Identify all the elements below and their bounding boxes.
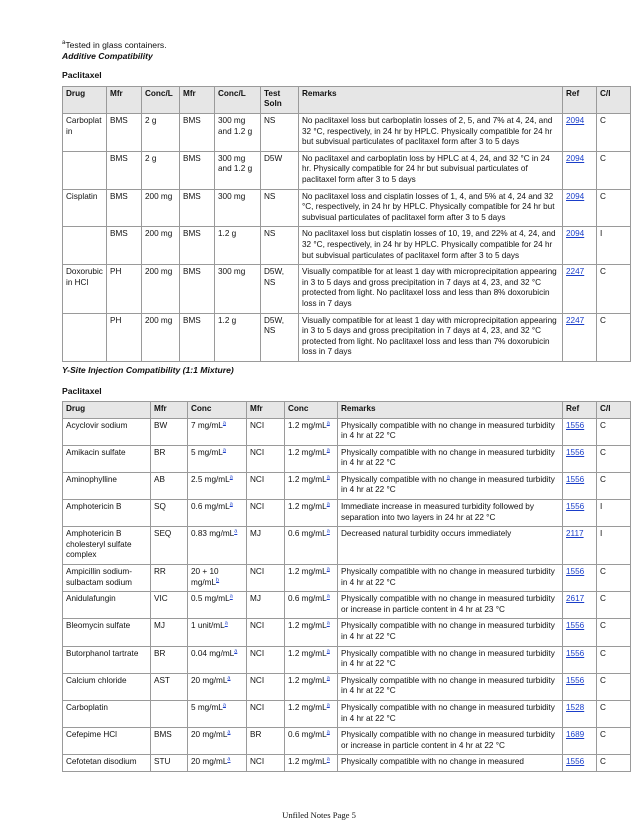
reference-link[interactable]: 1556 <box>566 474 585 484</box>
compatibility-cell: I <box>597 227 631 265</box>
conc-cell-value: 7 mg/mL <box>191 420 223 430</box>
compatibility-cell: C <box>597 565 631 592</box>
conc-cell-footnote-link[interactable]: a <box>227 729 231 736</box>
conc-cell-footnote-link[interactable]: a <box>222 446 226 453</box>
conc-cell-value: 0.83 mg/mL <box>191 529 235 539</box>
conc-cell-value: 0.04 mg/mL <box>191 648 235 658</box>
paclitaxel-conc-cell-footnote-link[interactable]: a <box>326 593 330 600</box>
reference-link[interactable]: 1528 <box>566 702 585 712</box>
paclitaxel-mfr-cell: BR <box>247 728 285 755</box>
reference-link[interactable]: 2247 <box>566 267 585 277</box>
paclitaxel-mfr-cell: BMS <box>180 313 215 361</box>
conc-cell-value: 20 mg/mL <box>191 730 228 740</box>
ysite-header-conc2: Conc <box>285 401 338 418</box>
remarks-cell: Physically compatible with no change in measured turbidity in 4 hr at 22 °C <box>338 418 563 445</box>
remarks-cell: No paclitaxel and carboplatin loss by HPLC at 4, 24, and 32 °C in 24 hr. Physically compatible for 24 hr but subvisual particulates of paclitaxel form after 3 to 5 days <box>299 151 563 189</box>
additive-table-row <box>63 313 631 361</box>
additive-table-row <box>63 227 631 265</box>
additive-table-row <box>63 265 631 313</box>
additive-table-row <box>63 114 631 152</box>
conc-cell <box>188 592 247 619</box>
reference-link[interactable]: 2094 <box>566 153 585 163</box>
compatibility-cell: C <box>597 673 631 700</box>
conc-cell <box>188 418 247 445</box>
conc-cell-value: 5 mg/mL <box>191 702 223 712</box>
remarks-cell: No paclitaxel loss but cisplatin losses of 10, 19, and 22% at 4, 24, and 32 °C, respectively, in 24 hr by HPLC. Physically compatible for 24 hr but subvisual particulates of paclitaxel form after 3 to 5 days <box>299 227 563 265</box>
footnote-marker: a <box>62 40 66 46</box>
drug-cell: Ampicillin sodium-sulbactam sodium <box>63 565 151 592</box>
ref-cell <box>563 565 597 592</box>
ysite-header-mfr: Mfr <box>151 401 188 418</box>
additive-header-conc2: Conc/L <box>215 86 261 113</box>
remarks-cell: Physically compatible with no change in measured turbidity in 4 hr at 22 °C <box>338 619 563 646</box>
ref-cell <box>563 227 597 265</box>
conc-cell: 200 mg <box>142 313 180 361</box>
conc-cell-value: 1 unit/mL <box>191 621 225 631</box>
paclitaxel-conc-cell-footnote-link[interactable]: a <box>326 675 330 682</box>
compatibility-cell: I <box>597 527 631 565</box>
reference-link[interactable]: 1556 <box>566 502 585 512</box>
compatibility-cell: C <box>597 619 631 646</box>
paclitaxel-mfr-cell: NCI <box>247 500 285 527</box>
paclitaxel-conc-cell: 1.2 g <box>215 227 261 265</box>
ysite-header-row <box>63 401 631 418</box>
ysite-table-row <box>63 445 631 472</box>
ref-cell <box>563 646 597 673</box>
conc-cell <box>188 619 247 646</box>
compatibility-cell: C <box>597 151 631 189</box>
conc-cell <box>188 472 247 499</box>
remarks-cell: Visually compatible for at least 1 day with microprecipitation appearing in 3 to 5 days and gross precipitation in 7 days at 4, 23, and 32 °C protected from light. No paclitaxel loss and less than 8% doxorubicin loss in 7 days <box>299 265 563 313</box>
paclitaxel-conc-cell <box>285 527 338 565</box>
conc-cell <box>188 565 247 592</box>
additive-table-row <box>63 189 631 227</box>
conc-cell <box>188 646 247 673</box>
paclitaxel-mfr-cell: MJ <box>247 592 285 619</box>
test-solution-cell: NS <box>261 114 299 152</box>
conc-cell-footnote-link[interactable]: a <box>224 620 228 627</box>
ysite-table-row <box>63 418 631 445</box>
compatibility-cell: C <box>597 646 631 673</box>
reference-link[interactable]: 1556 <box>566 447 585 457</box>
ysite-table-row <box>63 619 631 646</box>
paclitaxel-conc-cell-value: 1.2 mg/mL <box>288 420 327 430</box>
paclitaxel-mfr-cell: NCI <box>247 755 285 772</box>
compatibility-cell: C <box>597 189 631 227</box>
reference-link[interactable]: 1689 <box>566 730 585 740</box>
additive-header-mfr2: Mfr <box>180 86 215 113</box>
paclitaxel-conc-cell <box>285 673 338 700</box>
drug-cell: Amphotericin B <box>63 500 151 527</box>
mfr-cell: BMS <box>107 227 142 265</box>
paclitaxel-conc-cell-value: 1.2 mg/mL <box>288 447 327 457</box>
test-solution-cell: D5W, NS <box>261 313 299 361</box>
test-solution-cell: NS <box>261 227 299 265</box>
ref-cell <box>563 527 597 565</box>
additive-header-ci: C/I <box>597 86 631 113</box>
paclitaxel-conc-cell <box>285 700 338 727</box>
paclitaxel-conc-cell-value: 1.2 mg/mL <box>288 648 327 658</box>
paclitaxel-conc-cell <box>285 500 338 527</box>
paclitaxel-conc-cell: 300 mg and 1.2 g <box>215 114 261 152</box>
mfr-cell <box>151 700 188 727</box>
conc-cell-value: 20 mg/mL <box>191 675 228 685</box>
remarks-cell: Physically compatible with no change in measured turbidity in 4 hr at 22 °C <box>338 646 563 673</box>
drug-cell: Amikacin sulfate <box>63 445 151 472</box>
paclitaxel-mfr-cell: NCI <box>247 646 285 673</box>
mfr-cell: PH <box>107 265 142 313</box>
paclitaxel-conc-cell-footnote-link[interactable]: a <box>326 566 330 573</box>
additive-header-ref: Ref <box>563 86 597 113</box>
drug-cell <box>63 227 107 265</box>
paclitaxel-conc-cell: 300 mg <box>215 189 261 227</box>
conc-cell <box>188 527 247 565</box>
conc-cell <box>188 445 247 472</box>
paclitaxel-conc-cell-value: 1.2 mg/mL <box>288 502 327 512</box>
page-footer: Unfiled Notes Page 5 <box>282 810 356 820</box>
ref-cell <box>563 114 597 152</box>
conc-cell-value: 20 mg/mL <box>191 757 228 767</box>
drug-cell: Anidulafungin <box>63 592 151 619</box>
remarks-cell: Immediate increase in measured turbidity followed by separation into two layers in 24 hr at 22 °C <box>338 500 563 527</box>
footnote-text: Tested in glass containers. <box>65 39 167 50</box>
compatibility-cell: C <box>597 728 631 755</box>
ysite-header-mfr2: Mfr <box>247 401 285 418</box>
compatibility-cell: C <box>597 472 631 499</box>
paclitaxel-conc-cell-footnote-link[interactable]: a <box>326 729 330 736</box>
drug-cell: Calcium chloride <box>63 673 151 700</box>
test-solution-cell: D5W, NS <box>261 265 299 313</box>
conc-cell <box>188 673 247 700</box>
glass-container-footnote <box>62 38 630 51</box>
ref-cell <box>563 728 597 755</box>
reference-link[interactable]: 1556 <box>566 757 585 767</box>
ysite-header-ci: C/I <box>597 401 631 418</box>
conc-cell-value: 20 + 10 mg/mL <box>191 567 219 587</box>
reference-link[interactable]: 1556 <box>566 567 585 577</box>
reference-link[interactable]: 2094 <box>566 116 585 126</box>
paclitaxel-mfr-cell: MJ <box>247 527 285 565</box>
ref-cell <box>563 445 597 472</box>
additive-header-row <box>63 86 631 113</box>
conc-cell-footnote-link[interactable]: a <box>227 756 231 763</box>
additive-compatibility-table <box>62 86 631 362</box>
mfr-cell: AST <box>151 673 188 700</box>
paclitaxel-conc-cell-footnote-link[interactable]: a <box>326 419 330 426</box>
mfr-cell: BMS <box>107 151 142 189</box>
paclitaxel-conc-cell-value: 1.2 mg/mL <box>288 567 327 577</box>
additive-header-remarks: Remarks <box>299 86 563 113</box>
ysite-table-row <box>63 700 631 727</box>
ref-cell <box>563 418 597 445</box>
paclitaxel-conc-cell-footnote-link[interactable]: a <box>326 501 330 508</box>
ysite-drug-name: Paclitaxel <box>62 385 102 396</box>
drug-cell: Carboplatin <box>63 700 151 727</box>
ysite-table-row <box>63 472 631 499</box>
paclitaxel-conc-cell-value: 0.6 mg/mL <box>288 529 327 539</box>
paclitaxel-mfr-cell: NCI <box>247 619 285 646</box>
conc-cell-footnote-link[interactable]: a <box>234 528 238 535</box>
ref-cell <box>563 151 597 189</box>
paclitaxel-conc-cell-footnote-link[interactable]: a <box>326 702 330 709</box>
mfr-cell: BMS <box>107 114 142 152</box>
remarks-cell: Physically compatible with no change in measured turbidity in 4 hr at 22 °C <box>338 565 563 592</box>
remarks-cell: Physically compatible with no change in measured turbidity in 4 hr at 22 °C <box>338 700 563 727</box>
paclitaxel-mfr-cell: BMS <box>180 189 215 227</box>
paclitaxel-conc-cell: 1.2 g <box>215 313 261 361</box>
conc-cell-value: 0.5 mg/mL <box>191 594 230 604</box>
paclitaxel-conc-cell <box>285 418 338 445</box>
compatibility-cell: C <box>597 114 631 152</box>
ysite-table-row <box>63 673 631 700</box>
compatibility-cell: C <box>597 418 631 445</box>
paclitaxel-conc-cell-footnote-link[interactable]: a <box>326 528 330 535</box>
paclitaxel-conc-cell <box>285 728 338 755</box>
test-solution-cell: D5W <box>261 151 299 189</box>
conc-cell: 200 mg <box>142 265 180 313</box>
document-page <box>62 38 630 772</box>
additive-header-mfr: Mfr <box>107 86 142 113</box>
additive-header-drug: Drug <box>63 86 107 113</box>
ref-cell <box>563 619 597 646</box>
paclitaxel-conc-cell-footnote-link[interactable]: a <box>326 647 330 654</box>
conc-cell: 200 mg <box>142 227 180 265</box>
conc-cell: 2 g <box>142 151 180 189</box>
paclitaxel-mfr-cell: BMS <box>180 151 215 189</box>
reference-link[interactable]: 2247 <box>566 315 585 325</box>
additive-header-conc: Conc/L <box>142 86 180 113</box>
mfr-cell: BR <box>151 646 188 673</box>
remarks-cell: Physically compatible with no change in measured turbidity or increase in particle content in 4 hr at 22 °C <box>338 728 563 755</box>
paclitaxel-conc-cell-value: 1.2 mg/mL <box>288 757 327 767</box>
conc-cell-value: 5 mg/mL <box>191 447 223 457</box>
drug-cell: Cisplatin <box>63 189 107 227</box>
ref-cell <box>563 313 597 361</box>
conc-cell: 200 mg <box>142 189 180 227</box>
conc-cell-footnote-link[interactable]: b <box>216 576 220 583</box>
conc-cell-value: 2.5 mg/mL <box>191 474 230 484</box>
paclitaxel-mfr-cell: BMS <box>180 114 215 152</box>
paclitaxel-conc-cell-value: 1.2 mg/mL <box>288 621 327 631</box>
conc-cell: 2 g <box>142 114 180 152</box>
additive-compatibility-heading: Additive Compatibility <box>62 50 153 61</box>
paclitaxel-conc-cell-footnote-link[interactable]: a <box>326 620 330 627</box>
paclitaxel-conc-cell-value: 1.2 mg/mL <box>288 702 327 712</box>
paclitaxel-conc-cell-value: 0.6 mg/mL <box>288 730 327 740</box>
conc-cell-footnote-link[interactable]: a <box>227 675 231 682</box>
mfr-cell: BR <box>151 445 188 472</box>
drug-cell: Butorphanol tartrate <box>63 646 151 673</box>
ref-cell <box>563 700 597 727</box>
drug-cell: Cefotetan disodium <box>63 755 151 772</box>
ref-cell <box>563 673 597 700</box>
mfr-cell: VIC <box>151 592 188 619</box>
mfr-cell: SEQ <box>151 527 188 565</box>
mfr-cell: BMS <box>107 189 142 227</box>
ysite-table-row <box>63 728 631 755</box>
paclitaxel-mfr-cell: NCI <box>247 445 285 472</box>
paclitaxel-conc-cell-value: 1.2 mg/mL <box>288 474 327 484</box>
conc-cell-value: 0.6 mg/mL <box>191 502 230 512</box>
paclitaxel-conc-cell-value: 1.2 mg/mL <box>288 675 327 685</box>
mfr-cell: AB <box>151 472 188 499</box>
paclitaxel-conc-cell <box>285 592 338 619</box>
drug-cell <box>63 313 107 361</box>
paclitaxel-conc-cell-footnote-link[interactable]: a <box>326 756 330 763</box>
drug-cell: Carboplatin <box>63 114 107 152</box>
remarks-cell: Physically compatible with no change in measured <box>338 755 563 772</box>
ysite-table-row <box>63 592 631 619</box>
ysite-header-drug: Drug <box>63 401 151 418</box>
paclitaxel-conc-cell-footnote-link[interactable]: a <box>326 446 330 453</box>
reference-link[interactable]: 1556 <box>566 621 585 631</box>
conc-cell-footnote-link[interactable]: a <box>229 474 233 481</box>
paclitaxel-conc-cell <box>285 646 338 673</box>
compatibility-cell: C <box>597 592 631 619</box>
paclitaxel-mfr-cell: NCI <box>247 673 285 700</box>
ysite-header-ref: Ref <box>563 401 597 418</box>
conc-cell-footnote-link[interactable]: a <box>222 419 226 426</box>
paclitaxel-conc-cell: 300 mg <box>215 265 261 313</box>
conc-cell <box>188 700 247 727</box>
paclitaxel-conc-cell <box>285 565 338 592</box>
ysite-table-row <box>63 500 631 527</box>
ysite-compatibility-heading: Y-Site Injection Compatibility (1:1 Mixture) <box>62 364 234 375</box>
remarks-cell: Visually compatible for at least 1 day with microprecipitation appearing in 3 to 5 days and gross precipitation in 7 days at 4, 23, and 32 °C protected from light. No paclitaxel loss and less than 7% doxorubicin loss in 7 days <box>299 313 563 361</box>
conc-cell <box>188 728 247 755</box>
paclitaxel-conc-cell <box>285 445 338 472</box>
remarks-cell: Physically compatible with no change in measured turbidity in 4 hr at 22 °C <box>338 673 563 700</box>
paclitaxel-mfr-cell: BMS <box>180 265 215 313</box>
paclitaxel-mfr-cell: NCI <box>247 418 285 445</box>
ysite-table-row <box>63 527 631 565</box>
additive-table-row <box>63 151 631 189</box>
paclitaxel-mfr-cell: NCI <box>247 700 285 727</box>
drug-cell: Bleomycin sulfate <box>63 619 151 646</box>
conc-cell <box>188 500 247 527</box>
reference-link[interactable]: 2094 <box>566 191 585 201</box>
ref-cell <box>563 592 597 619</box>
paclitaxel-conc-cell <box>285 755 338 772</box>
conc-cell-footnote-link[interactable]: a <box>234 647 238 654</box>
mfr-cell: PH <box>107 313 142 361</box>
ysite-header-conc: Conc <box>188 401 247 418</box>
conc-cell-footnote-link[interactable]: a <box>229 593 233 600</box>
ref-cell <box>563 472 597 499</box>
paclitaxel-mfr-cell: NCI <box>247 565 285 592</box>
mfr-cell: MJ <box>151 619 188 646</box>
compatibility-cell: C <box>597 265 631 313</box>
ref-cell <box>563 755 597 772</box>
drug-cell: Aminophylline <box>63 472 151 499</box>
reference-link[interactable]: 2117 <box>566 529 584 539</box>
reference-link[interactable]: 1556 <box>566 420 585 430</box>
mfr-cell: BMS <box>151 728 188 755</box>
ysite-table-row <box>63 565 631 592</box>
paclitaxel-mfr-cell: BMS <box>180 227 215 265</box>
paclitaxel-conc-cell <box>285 619 338 646</box>
compatibility-cell: C <box>597 313 631 361</box>
conc-cell-footnote-link[interactable]: a <box>222 702 226 709</box>
reference-link[interactable]: 1556 <box>566 648 585 658</box>
mfr-cell: STU <box>151 755 188 772</box>
drug-cell: Amphotericin B cholesteryl sulfate complex <box>63 527 151 565</box>
remarks-cell: No paclitaxel loss but carboplatin losses of 2, 5, and 7% at 4, 24, and 32 °C, respectively, in 24 hr by HPLC. Physically compatible for 24 hr but subvisual particulates of paclitaxel form after 3 to 5 days <box>299 114 563 152</box>
conc-cell-footnote-link[interactable]: a <box>229 501 233 508</box>
conc-cell <box>188 755 247 772</box>
remarks-cell: Physically compatible with no change in measured turbidity in 4 hr at 22 °C <box>338 445 563 472</box>
paclitaxel-conc-cell <box>285 472 338 499</box>
paclitaxel-conc-cell: 300 mg and 1.2 g <box>215 151 261 189</box>
remarks-cell: No paclitaxel loss and cisplatin losses of 1, 4, and 5% at 4, 24 and 32 °C, respectively, in 24 hr by HPLC. Physically compatible for 24 hr but subvisual particulates of paclitaxel form after 3 to 5 days <box>299 189 563 227</box>
mfr-cell: BW <box>151 418 188 445</box>
reference-link[interactable]: 1556 <box>566 675 585 685</box>
ref-cell <box>563 500 597 527</box>
additive-drug-name: Paclitaxel <box>62 69 102 80</box>
drug-cell: Doxorubicin HCl <box>63 265 107 313</box>
reference-link[interactable]: 2094 <box>566 229 585 239</box>
reference-link[interactable]: 2617 <box>566 594 585 604</box>
ysite-compatibility-table <box>62 401 631 772</box>
compatibility-cell: C <box>597 700 631 727</box>
paclitaxel-mfr-cell: NCI <box>247 472 285 499</box>
compatibility-cell: I <box>597 500 631 527</box>
ref-cell <box>563 189 597 227</box>
compatibility-cell: C <box>597 445 631 472</box>
paclitaxel-conc-cell-value: 0.6 mg/mL <box>288 594 327 604</box>
remarks-cell: Physically compatible with no change in measured turbidity in 4 hr at 22 °C <box>338 472 563 499</box>
remarks-cell: Decreased natural turbidity occurs immediately <box>338 527 563 565</box>
mfr-cell: SQ <box>151 500 188 527</box>
ysite-table-row <box>63 755 631 772</box>
remarks-cell: Physically compatible with no change in measured turbidity or increase in particle content in 4 hr at 23 °C <box>338 592 563 619</box>
ysite-header-remarks: Remarks <box>338 401 563 418</box>
compatibility-cell: C <box>597 755 631 772</box>
drug-cell: Acyclovir sodium <box>63 418 151 445</box>
drug-cell: Cefepime HCl <box>63 728 151 755</box>
mfr-cell: RR <box>151 565 188 592</box>
test-solution-cell: NS <box>261 189 299 227</box>
ref-cell <box>563 265 597 313</box>
drug-cell <box>63 151 107 189</box>
ysite-table-row <box>63 646 631 673</box>
additive-header-test-soln: Test Soln <box>261 86 299 113</box>
paclitaxel-conc-cell-footnote-link[interactable]: a <box>326 474 330 481</box>
